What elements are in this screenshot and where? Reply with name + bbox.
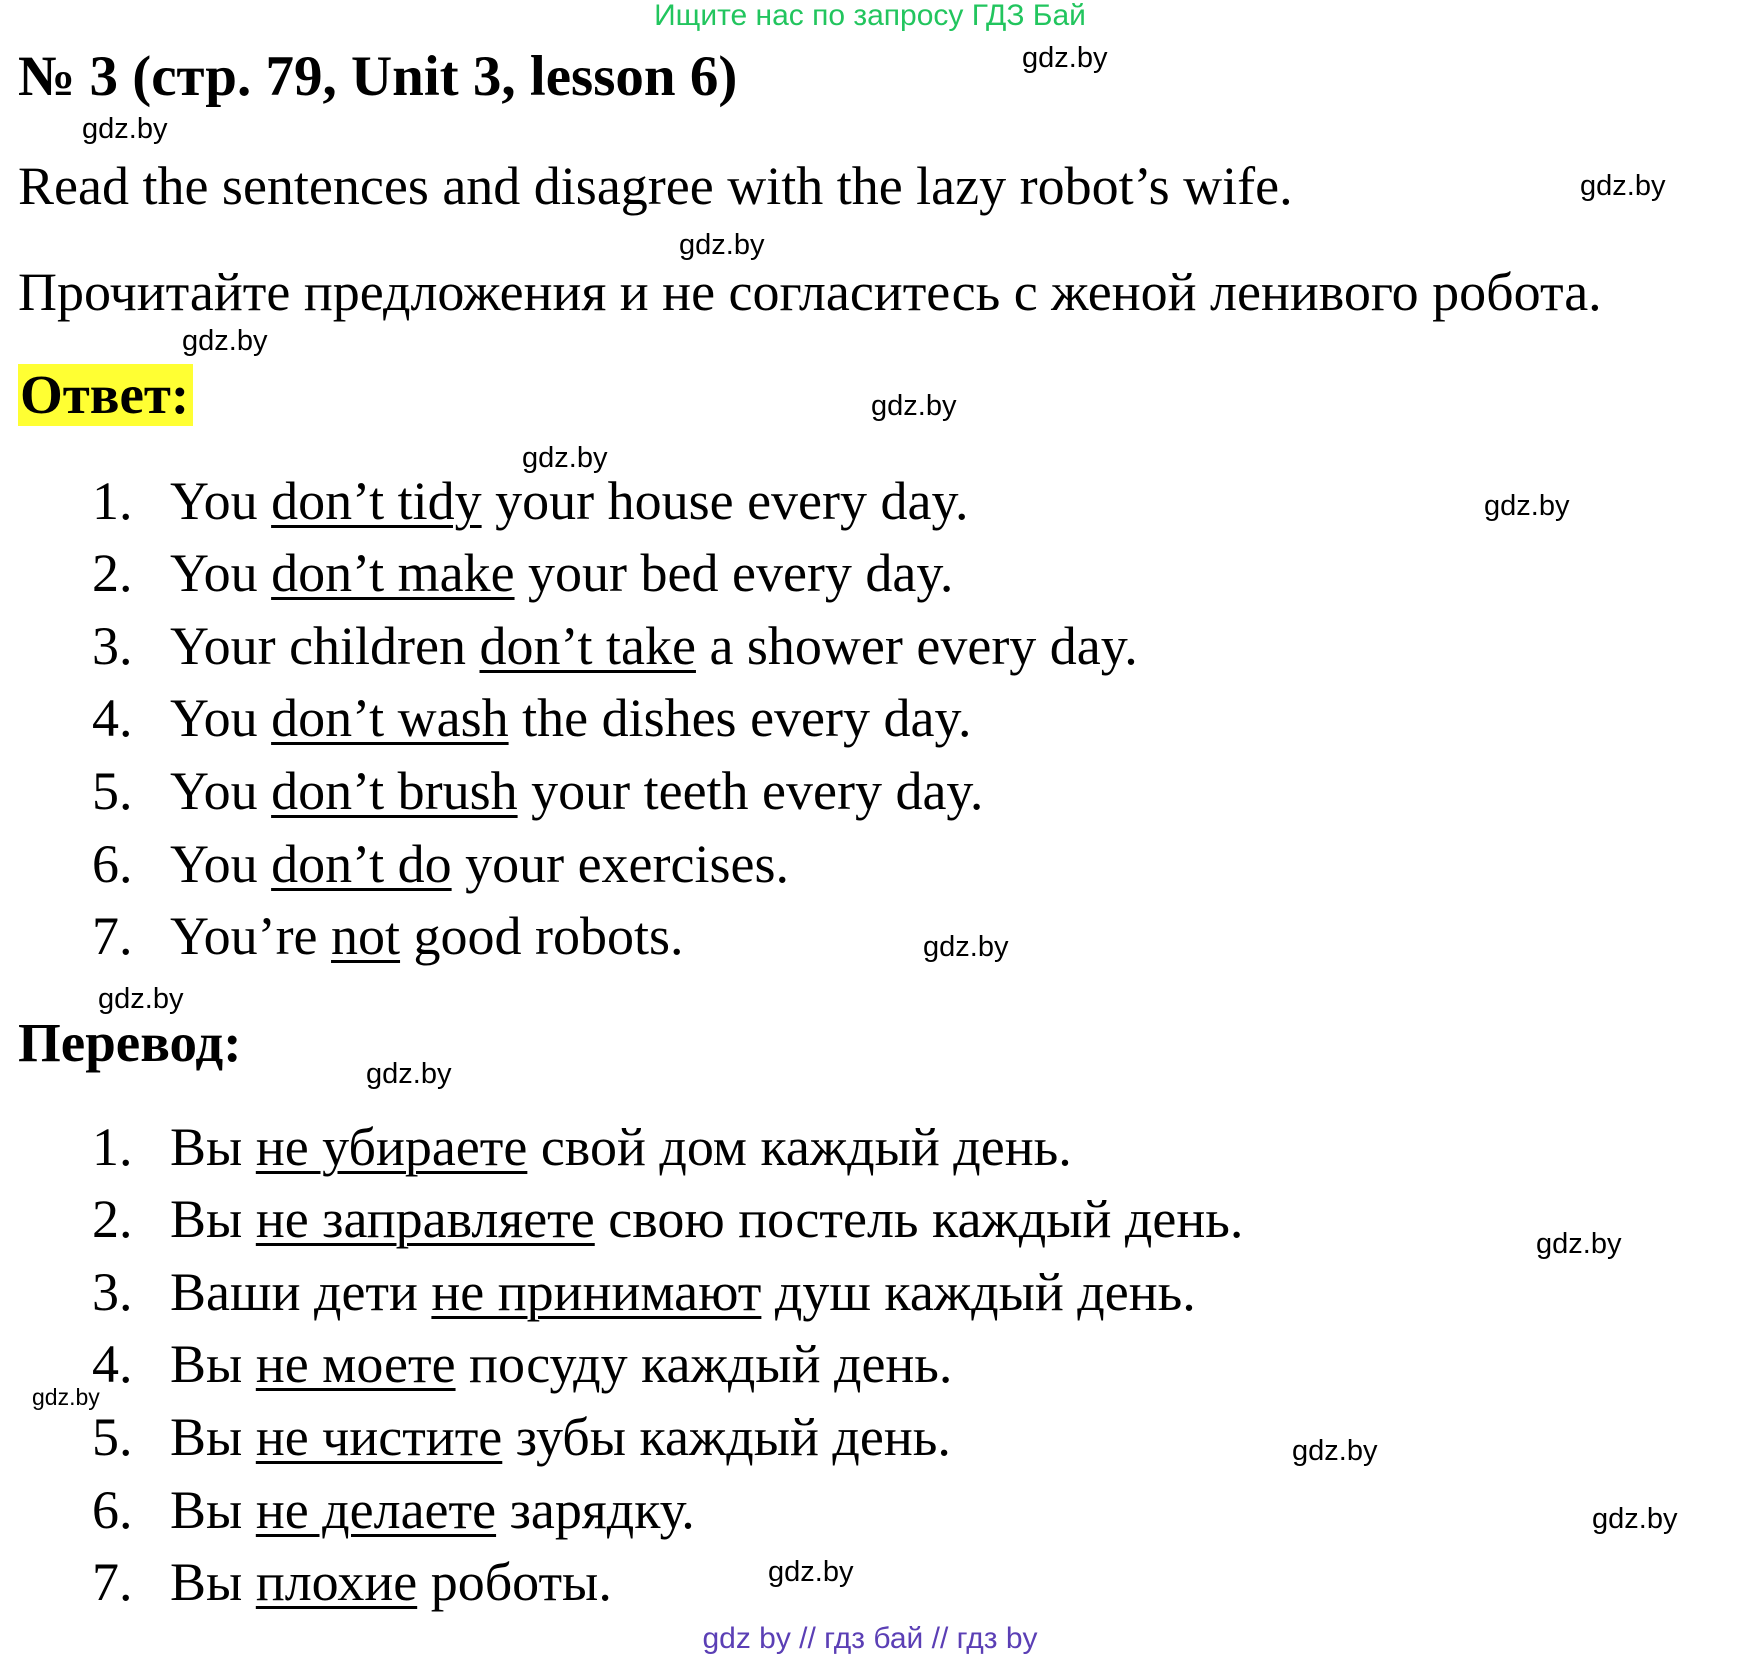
- answer-heading: Ответ:: [18, 364, 193, 426]
- answer-item: [92, 687, 971, 749]
- search-banner[interactable]: Ищите нас по запросу ГДЗ Бай: [654, 0, 1086, 32]
- underlined-verb: don’t tidy: [271, 471, 482, 531]
- item-text: Вы: [170, 1189, 256, 1249]
- item-number: 4.: [92, 688, 133, 748]
- watermark: gdz.by: [1580, 170, 1666, 202]
- item-text: Вы: [170, 1552, 256, 1612]
- item-number: 6.: [92, 834, 133, 894]
- watermark: gdz.by: [871, 390, 957, 422]
- item-text: посуду каждый день.: [455, 1334, 953, 1394]
- item-text: Вы: [170, 1334, 256, 1394]
- watermark: gdz.by: [768, 1556, 854, 1588]
- item-text: роботы.: [417, 1552, 612, 1612]
- underlined-verb: don’t do: [271, 834, 452, 894]
- underlined-verb: don’t wash: [271, 688, 509, 748]
- underlined-verb: don’t brush: [271, 761, 518, 821]
- item-text: душ каждый день.: [761, 1262, 1196, 1322]
- item-text: Вы: [170, 1480, 256, 1540]
- item-text: your bed every day.: [514, 543, 954, 603]
- answer-item: [92, 833, 789, 895]
- underlined-verb: плохие: [255, 1552, 418, 1612]
- watermark: gdz.by: [1484, 490, 1570, 522]
- underlined-verb: не убираете: [255, 1117, 528, 1177]
- item-number: 3.: [92, 616, 133, 676]
- watermark: gdz.by: [1536, 1228, 1622, 1260]
- translation-item: [92, 1551, 612, 1613]
- underlined-verb: не делаете: [255, 1480, 497, 1540]
- underlined-verb: don’t make: [271, 543, 515, 603]
- item-text: your teeth every day.: [517, 761, 984, 821]
- item-text: зарядку.: [496, 1480, 695, 1540]
- item-text: a shower every day.: [695, 616, 1138, 676]
- item-text: Ваши дети: [170, 1262, 432, 1322]
- item-text: You: [170, 761, 272, 821]
- translation-item: [92, 1333, 952, 1395]
- translation-item: [92, 1406, 951, 1468]
- item-text: Вы: [170, 1117, 256, 1177]
- item-text: You’re: [170, 906, 332, 966]
- answer-item: [92, 760, 983, 822]
- translation-heading: Перевод:: [18, 1012, 242, 1073]
- watermark: gdz.by: [32, 1384, 100, 1410]
- item-number: 1.: [92, 471, 133, 531]
- watermark: gdz.by: [182, 325, 268, 357]
- translation-item: [92, 1116, 1072, 1178]
- answer-item: [92, 615, 1138, 677]
- watermark: gdz.by: [1022, 42, 1108, 74]
- underlined-verb: не принимают: [431, 1262, 762, 1322]
- item-text: You: [170, 543, 272, 603]
- watermark: gdz.by: [98, 983, 184, 1015]
- watermark: gdz.by: [923, 931, 1009, 963]
- item-number: 2.: [92, 1189, 133, 1249]
- item-number: 2.: [92, 543, 133, 603]
- answer-item: [92, 542, 953, 604]
- item-number: 6.: [92, 1480, 133, 1540]
- item-text: You: [170, 834, 272, 894]
- item-text: свою постель каждый день.: [594, 1189, 1244, 1249]
- item-text: свой дом каждый день.: [527, 1117, 1072, 1177]
- item-text: зубы каждый день.: [502, 1407, 951, 1467]
- item-number: 3.: [92, 1262, 133, 1322]
- item-text: your house every day.: [481, 471, 969, 531]
- item-number: 5.: [92, 1407, 133, 1467]
- footer-links[interactable]: gdz by // гдз бай // гдз by: [702, 1622, 1038, 1655]
- translation-item: [92, 1479, 695, 1541]
- watermark: gdz.by: [522, 442, 608, 474]
- item-number: 5.: [92, 761, 133, 821]
- underlined-verb: не моете: [255, 1334, 456, 1394]
- item-text: your exercises.: [451, 834, 789, 894]
- answer-item: [92, 905, 684, 967]
- translation-item: [92, 1261, 1196, 1323]
- item-number: 4.: [92, 1334, 133, 1394]
- underlined-verb: не чистите: [255, 1407, 503, 1467]
- item-text: good robots.: [400, 906, 684, 966]
- underlined-verb: don’t take: [479, 616, 696, 676]
- item-text: You: [170, 471, 272, 531]
- item-text: Вы: [170, 1407, 256, 1467]
- watermark: gdz.by: [1592, 1503, 1678, 1535]
- watermark: gdz.by: [366, 1058, 452, 1090]
- item-number: 7.: [92, 1552, 133, 1612]
- task-english: Read the sentences and disagree with the lazy robot’s wife.: [18, 156, 1293, 216]
- watermark: gdz.by: [82, 113, 168, 145]
- watermark: gdz.by: [679, 229, 765, 261]
- task-russian: Прочитайте предложения и не согласитесь с женой ленивого робота.: [18, 262, 1602, 322]
- underlined-verb: not: [331, 906, 401, 966]
- underlined-verb: не заправляете: [255, 1189, 595, 1249]
- item-text: the dishes every day.: [508, 688, 972, 748]
- item-number: 1.: [92, 1117, 133, 1177]
- item-text: Your children: [170, 616, 480, 676]
- item-text: You: [170, 688, 272, 748]
- item-number: 7.: [92, 906, 133, 966]
- answer-item: [92, 470, 968, 532]
- exercise-title: № 3 (стр. 79, Unit 3, lesson 6): [18, 45, 738, 108]
- watermark: gdz.by: [1292, 1435, 1378, 1467]
- translation-item: [92, 1188, 1243, 1250]
